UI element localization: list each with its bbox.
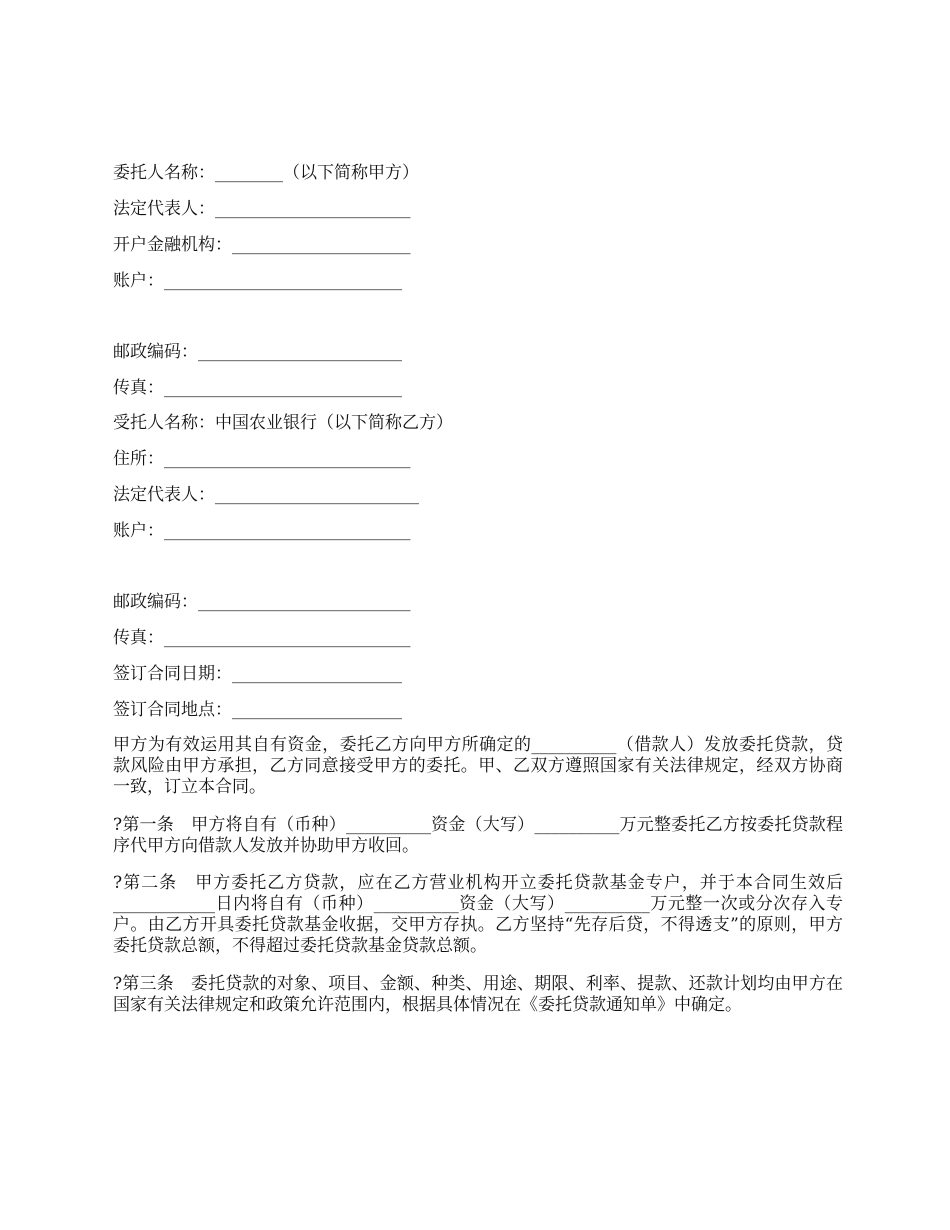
signing-date-field: 签订合同日期：____________________ (113, 664, 402, 684)
trustee-postal-code-field: 邮政编码：_________________________ (113, 592, 411, 612)
client-fax-field: 传真：____________________________ (113, 378, 402, 398)
trustee-fax-field: 传真：_____________________________ (113, 628, 411, 648)
trustee-name-field: 受托人名称：中国农业银行（以下简称乙方） (113, 413, 453, 433)
signing-place-field: 签订合同地点：____________________ (113, 700, 402, 720)
article-1-paragraph: ?第一条 甲方将自有（币种）__________资金（大写）__________万元整委托乙方按委托贷款程序代甲方向借款人发放并协助甲方收回。 (113, 815, 843, 856)
contract-intro-paragraph: 甲方为有效运用其自有资金，委托乙方向甲方所确定的__________（借款人）发放委托贷款，贷款风险由甲方承担，乙方同意接受甲方的委托。甲、乙双方遵照国家有关法律规定，经双方协商一致，订立本合同。 (113, 735, 843, 797)
article-2-paragraph: ?第二条 甲方委托乙方贷款，应在乙方营业机构开立委托贷款基金专户，并于本合同生效后____________日内将自有（币种）__________资金（大写）__________万元整一次或分次存入专户。由乙方开具委托贷款基金收据，交甲方存执。乙方坚持“先存后贷，不得透支”的原则，甲方委托贷款总额，不得超过委托贷款基金贷款总额。 (113, 873, 843, 956)
client-legal-representative-field: 法定代表人：_______________________ (113, 199, 411, 219)
article-3-paragraph: ?第三条 委托贷款的对象、项目、金额、种类、用途、期限、利率、提款、还款计划均由甲方在国家有关法律规定和政策允许范围内，根据具体情况在《委托贷款通知单》中确定。 (113, 974, 843, 1015)
trustee-account-field: 账户：_____________________________ (113, 521, 411, 541)
client-account-field: 账户：____________________________ (113, 271, 402, 291)
trustee-address-field: 住所：_____________________________ (113, 449, 411, 469)
client-postal-code-field: 邮政编码：________________________ (113, 342, 402, 362)
client-name-field: 委托人名称：________（以下简称甲方） (113, 163, 419, 183)
client-bank-field: 开户金融机构：_____________________ (113, 235, 411, 255)
trustee-legal-representative-field: 法定代表人：________________________ (113, 485, 419, 505)
